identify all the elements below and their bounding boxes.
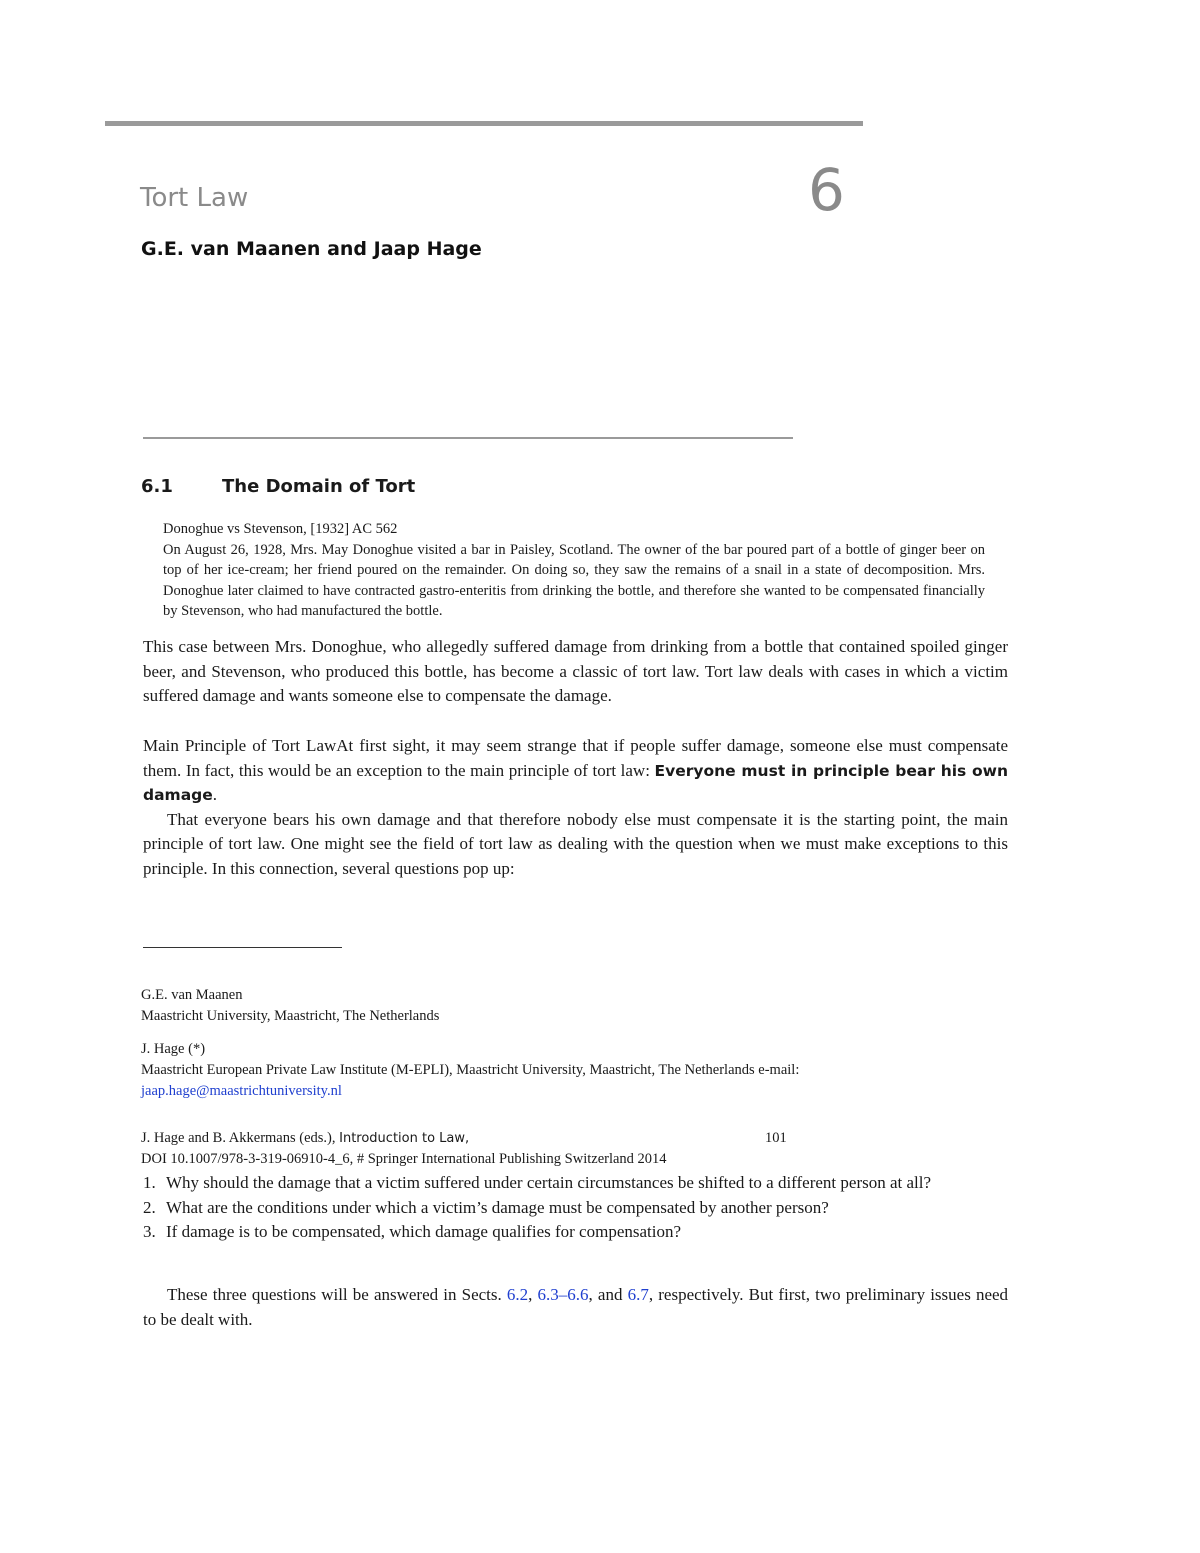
- author1-name: G.E. van Maanen: [141, 987, 243, 1003]
- question-3: [143, 1220, 1008, 1245]
- main-principle-statement: Everyone must in principle bear his own damage: [143, 761, 1009, 804]
- body-paragraph-1: This case between Mrs. Donoghue, who allegedly suffered damage from drinking from a bottle that contained spoiled ginger beer, and Stevenson, who produced this bottle, has become a classic of tort law. Tort law deals with cases in which a victim suffered damage and wants someone else to compensate the damage.: [143, 637, 1008, 705]
- footnote-book: [141, 1128, 1011, 1170]
- section-number: 6.1: [141, 476, 173, 497]
- section-title: The Domain of Tort: [222, 476, 416, 497]
- case-text: On August 26, 1928, Mrs. May Donoghue visited a bar in Paisley, Scotland. The owner of the bar poured part of a bottle of ginger beer on top of her ice-cream; her friend poured on the remainder. On doing so, they saw the remains of a snail in a state of decomposition. Mrs. Donoghue later claimed to have contracted gastro-enteritis from drinking the bottle, and therefore she wanted to be compensated financially by Stevenson, who had manufactured the bottle.: [163, 541, 985, 619]
- questions-list: [143, 1171, 1008, 1245]
- section-divider: [143, 437, 793, 439]
- body-paragraph-1-wrap: [143, 635, 1008, 709]
- chapter-title: Tort Law: [140, 183, 249, 213]
- author1-affiliation: Maastricht University, Maastricht, The Netherlands: [141, 1008, 440, 1024]
- author2-email-link[interactable]: jaap.hage@maastrichtuniversity.nl: [141, 1083, 342, 1099]
- closing-paragraph: [143, 1283, 1008, 1332]
- footnote-rule: [143, 947, 342, 948]
- question-2-number: 2.: [143, 1197, 156, 1217]
- question-1-text: Why should the damage that a victim suffered under certain circumstances be shifted to a different person at all?: [166, 1173, 932, 1192]
- closing-text-1: These three questions will be answered in Sects.: [167, 1285, 502, 1304]
- body-paragraph-2: [143, 734, 1008, 808]
- author2-name: J. Hage (*): [141, 1041, 206, 1057]
- body-paragraph-3: That everyone bears his own damage and that therefore nobody else must compensate it is the starting point, the main principle of tort law. One might see the field of tort law as dealing with the question when we must make exceptions to this principle. In this connection, several questions pop up:: [143, 809, 1008, 878]
- closing-paragraph-wrap: [143, 1283, 1008, 1332]
- section-ref-6-3-6-6[interactable]: 6.3–6.6: [537, 1285, 589, 1304]
- main-principle-lead: Main Principle of Tort Law: [143, 736, 337, 755]
- body-paragraph-2-wrap: [143, 734, 1008, 881]
- page-number: 101: [765, 1130, 787, 1146]
- book-title: Introduction to Law,: [339, 1131, 470, 1146]
- footnote-author-2: [141, 1039, 1021, 1102]
- question-1-number: 1.: [143, 1173, 156, 1192]
- section-ref-6-7[interactable]: 6.7: [627, 1285, 649, 1304]
- closing-sep-2: , and: [588, 1285, 623, 1304]
- question-1: [143, 1171, 1008, 1196]
- case-box: [163, 519, 985, 622]
- chapter-number: 6: [808, 156, 845, 224]
- section-ref-6-2[interactable]: 6.2: [506, 1285, 529, 1304]
- question-2-text: What are the conditions under which a victim’s damage must be compensated by another person?: [166, 1197, 829, 1217]
- doi-line: DOI 10.1007/978-3-319-06910-4_6, # Springer International Publishing Switzerland 2014: [141, 1151, 667, 1167]
- question-3-number: 3.: [143, 1222, 156, 1241]
- case-heading: Donoghue vs Stevenson, [1932] AC 562: [163, 521, 398, 537]
- closing-sep-1: ,: [528, 1285, 533, 1304]
- book-editors: J. Hage and B. Akkermans (eds.),: [141, 1130, 336, 1146]
- closing-text-2: , respectively. But first, two preliminary issues need to be dealt with.: [143, 1285, 1009, 1329]
- chapter-authors: G.E. van Maanen and Jaap Hage: [141, 238, 482, 260]
- main-principle-text: At first sight, it may seem strange that if people suffer damage, someone else must compensate them. In fact, this would be an exception to the main principle of tort law:: [143, 736, 1009, 780]
- author2-affiliation: Maastricht European Private Law Institute (M-EPLI), Maastricht University, Maastricht, The Netherlands e-mail:: [141, 1062, 800, 1078]
- main-principle-end: .: [212, 785, 218, 804]
- question-2: [143, 1196, 1008, 1221]
- questions-list-wrap: [143, 1171, 1008, 1245]
- chapter-top-rule: [105, 121, 863, 126]
- footnote-author-1: [141, 985, 1021, 1027]
- question-3-text: If damage is to be compensated, which damage qualifies for compensation?: [166, 1222, 682, 1241]
